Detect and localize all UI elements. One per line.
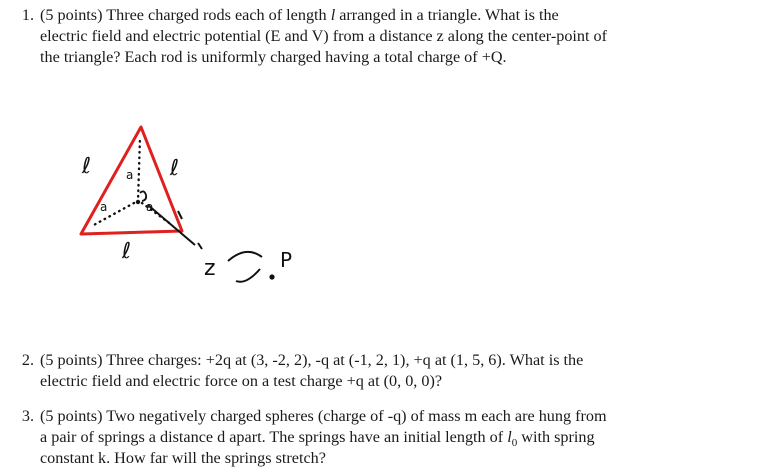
problem-2-text (40, 350, 740, 392)
problem-2-number: 2. (21, 351, 34, 369)
side-label-right: ℓ (170, 156, 180, 181)
center-point (136, 200, 140, 204)
z-tick-2 (198, 243, 202, 249)
length-variable: l (330, 6, 336, 24)
z-tick (178, 211, 182, 219)
problem-1-line-1: (5 points) Three charged rods each of length l arranged in a triangle. What is the (40, 6, 559, 24)
problem-1 (0, 5, 740, 68)
a-label-left: a (100, 200, 108, 214)
problem-1-line-3: the triangle? Each rod is uniformly charged having a total charge of +Q. (40, 48, 507, 66)
problem-1-number: 1. (21, 6, 34, 24)
problem-2 (0, 350, 740, 392)
initial-length-subscript: 0 (511, 437, 518, 450)
z-label: z (204, 256, 216, 281)
triangle-figure (60, 115, 360, 310)
point-p-label: P (280, 248, 293, 272)
problem-3 (0, 406, 740, 469)
side-label-left: ℓ (82, 154, 92, 179)
problem-2-line-1: (5 points) Three charges: +2q at (3, -2, 2), -q at (-1, 2, 1), +q at (1, 5, 6). What is the (40, 351, 584, 369)
problem-2-line-2: electric field and electric force on a test charge +q at (0, 0, 0)? (40, 372, 443, 390)
initial-length-symbol: l (507, 428, 512, 446)
point-p-dot (269, 274, 274, 279)
problem-3-line-2: a pair of springs a distance d apart. The springs have an initial length of $l_0$ with spring (40, 428, 595, 450)
problem-3-text (40, 406, 740, 469)
problem-3-line-1: (5 points) Two negatively charged spheres (charge of -q) of mass m each are hung from (40, 407, 607, 425)
a-label-top: a (126, 168, 134, 182)
a-label-right: a (146, 200, 154, 214)
z-distance-arrow (228, 252, 262, 261)
problem-1-text (40, 5, 740, 68)
z-distance-arrowhead (236, 269, 260, 282)
problem-1-line-2: electric field and electric potential (E and V) from a distance z along the center-point of (40, 27, 608, 45)
side-label-bottom: ℓ (122, 239, 132, 264)
problem-3-line-3: constant k. How far will the springs stretch? (40, 449, 326, 467)
problem-3-number: 3. (21, 407, 34, 425)
z-axis-line (148, 205, 195, 245)
